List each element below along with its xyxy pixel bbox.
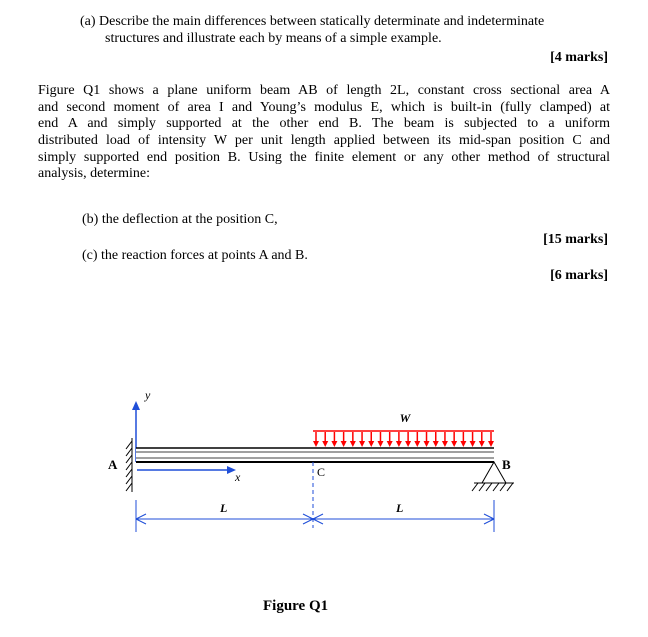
load-arrow-head bbox=[387, 441, 393, 447]
dimension-lines bbox=[136, 500, 494, 532]
part-c-text: (c) the reaction forces at points A and B. bbox=[82, 248, 308, 263]
load-arrow-head bbox=[460, 441, 466, 447]
load-arrow-head bbox=[405, 441, 411, 447]
point-b-label: B bbox=[502, 457, 511, 472]
load-arrow-head bbox=[350, 441, 356, 447]
load-arrow-head bbox=[424, 441, 430, 447]
load-arrow-head bbox=[313, 441, 319, 447]
beam-figure bbox=[0, 380, 648, 580]
load-arrow-head bbox=[368, 441, 374, 447]
load-arrow-head bbox=[470, 441, 476, 447]
point-c-label: C bbox=[317, 465, 326, 479]
beam-ab bbox=[136, 448, 494, 462]
load-arrow-head bbox=[442, 441, 448, 447]
load-arrow-head bbox=[414, 441, 420, 447]
part-a-line-1: (a) Describe the main differences between statically determinate and indeterminate bbox=[80, 14, 545, 29]
problem-statement-line: and second moment of area I and Young’s modulus E, which is built-in (fully clamped) at bbox=[38, 99, 610, 115]
problem-statement-line: distributed load of intensity W per unit length applied between its mid-span position C and bbox=[38, 133, 610, 149]
distributed-load bbox=[313, 431, 494, 447]
problem-statement bbox=[38, 83, 610, 183]
load-arrow-head bbox=[322, 441, 328, 447]
problem-statement-line: Figure Q1 shows a plane uniform beam AB of length 2L, constant cross sectional area A bbox=[38, 83, 610, 98]
x-axis-label: x bbox=[235, 470, 241, 484]
load-arrow-head bbox=[331, 441, 337, 447]
load-arrow-head bbox=[451, 441, 457, 447]
problem-statement-line: simply supported end position B. Using the finite element or any other method of structural bbox=[38, 149, 610, 165]
dimension-label-left: L bbox=[220, 501, 228, 515]
part-b-text: (b) the deflection at the position C, bbox=[82, 212, 278, 227]
load-arrow-head bbox=[377, 441, 383, 447]
load-arrow-head bbox=[433, 441, 439, 447]
part-b-marks: [15 marks] bbox=[543, 232, 608, 247]
load-label: W bbox=[399, 411, 411, 425]
problem-statement-line: analysis, determine: bbox=[38, 166, 150, 182]
part-c-marks: [6 marks] bbox=[550, 268, 608, 283]
fixed-support-a bbox=[126, 438, 132, 492]
part-a-marks: [4 marks] bbox=[550, 50, 608, 65]
load-arrow-head bbox=[488, 441, 494, 447]
load-arrow-head bbox=[359, 441, 365, 447]
y-axis-label: y bbox=[145, 388, 151, 402]
problem-statement-line: end A and simply supported at the other end B. The beam is subjected to a uniform bbox=[38, 116, 610, 132]
part-a-line-2: structures and illustrate each by means of a simple example. bbox=[105, 31, 442, 46]
x-axis bbox=[137, 466, 236, 474]
figure-caption: Figure Q1 bbox=[263, 598, 329, 614]
load-arrow-head bbox=[479, 441, 485, 447]
point-a-label: A bbox=[108, 457, 118, 472]
load-arrow-head bbox=[396, 441, 402, 447]
load-arrow-head bbox=[341, 441, 347, 447]
dimension-label-right: L bbox=[396, 501, 404, 515]
